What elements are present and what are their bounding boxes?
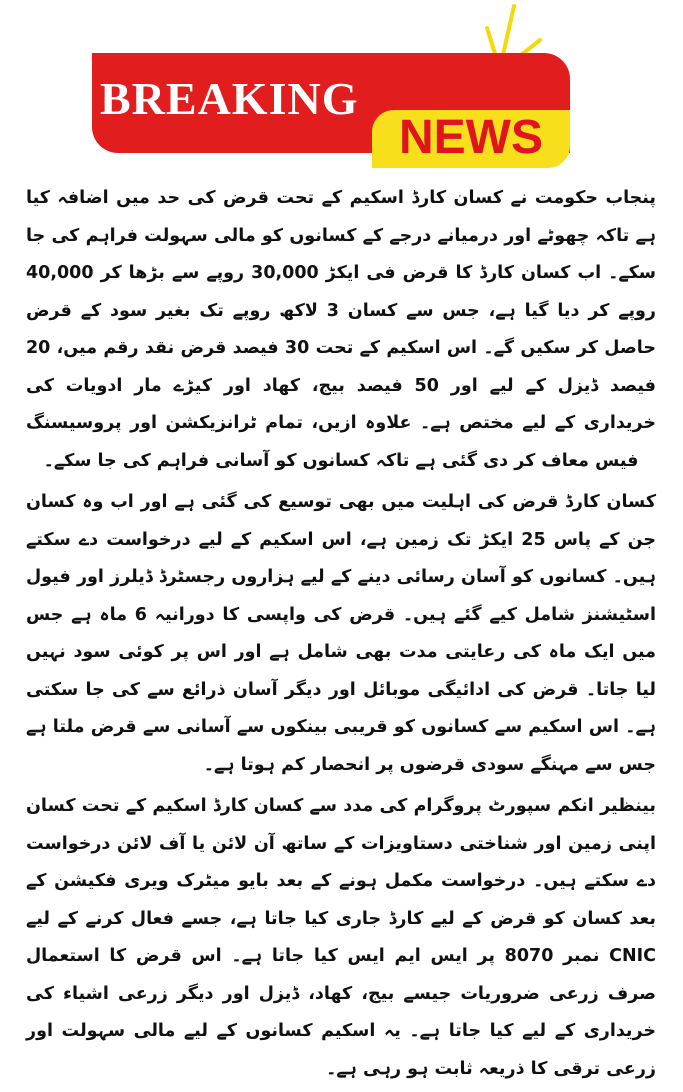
article-body bbox=[26, 180, 656, 1092]
breaking-label: BREAKING bbox=[100, 73, 359, 124]
news-label: NEWS bbox=[399, 111, 543, 164]
article-paragraph-2: کسان کارڈ قرض کی اہلیت میں بھی توسیع کی گئی ہے اور اب وہ کسان جن کے پاس 25 ایکڑ تک زمین ہے، اس اسکیم کے لیے درخواست دے سکتے ہیں۔ کسانوں کو آسان رسائی دینے کے لیے ہزاروں رجسٹرڈ ڈیلرز اور فیول اسٹیشنز شامل کیے گئے ہیں۔ قرض کی واپسی کا دورانیہ 6 ماہ ہے جس میں ایک ماہ کی رعایتی مدت بھی شامل ہے اور اس پر کوئی سود نہیں لیا جاتا۔ قرض کی ادائیگی موبائل اور دیگر آسان ذرائع سے کی جا سکتی ہے۔ اس اسکیم سے کسانوں کو قریبی بینکوں سے آسانی سے قرض ملتا ہے جس سے مہنگے سودی قرضوں پر انحصار کم ہوتا ہے۔ bbox=[26, 492, 656, 775]
article-paragraph-3: بینظیر انکم سپورٹ پروگرام کی مدد سے کسان کارڈ اسکیم کے تحت کسان اپنی زمین اور شناختی دستاویزات کے ساتھ آن لائن یا آف لائن درخواست دے سکتے ہیں۔ درخواست مکمل ہونے کے بعد بایو میٹرک ویری فکیشن کے بعد کسان کو قرض کے لیے کارڈ جاری کیا جاتا ہے، جسے فعال کرنے کے لیے CNIC نمبر 8070 پر ایس ایم ایس کیا جاتا ہے۔ اس قرض کا استعمال صرف زرعی ضروریات جیسے بیج، کھاد، ڈیزل اور دیگر زرعی اشیاء کی خریداری کے لیے کیا جاتا ہے۔ یہ اسکیم کسانوں کے لیے مالی سہولت اور زرعی ترقی کا ذریعہ ثابت ہو رہی ہے۔ bbox=[26, 796, 656, 1079]
breaking-news-header bbox=[0, 0, 683, 175]
article-paragraph-1: پنجاب حکومت نے کسان کارڈ اسکیم کے تحت قرض کی حد میں اضافہ کیا ہے تاکہ چھوٹے اور درمیانے درجے کے کسانوں کو مالی سہولت فراہم کی جا سکے۔ اب کسان کارڈ کا قرض فی ایکڑ 30,000 روپے سے بڑھا کر 40,000 روپے کر دیا گیا ہے، جس سے کسان 3 لاکھ روپے تک بغیر سود کے قرض حاصل کر سکیں گے۔ اس اسکیم کے تحت 30 فیصد قرض نقد رقم میں، 20 فیصد ڈیزل کے لیے اور 50 فیصد بیج، کھاد اور کیڑے مار ادویات کی خریداری کے لیے مختص ہے۔ علاوہ ازیں، تمام ٹرانزیکشن اور پروسیسنگ فیس معاف کر دی گئی ہے تاکہ کسانوں کو آسانی فراہم کی جا سکے۔ bbox=[26, 188, 657, 471]
